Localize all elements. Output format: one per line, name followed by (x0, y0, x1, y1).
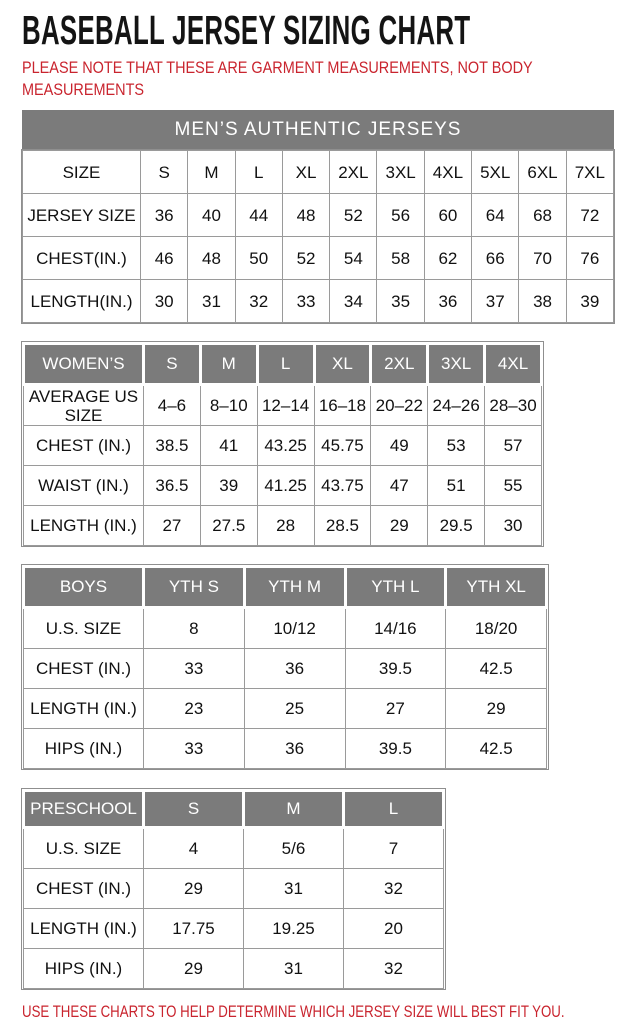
column-header: 3XL (377, 151, 424, 194)
size-value-cell: 64 (472, 194, 519, 237)
size-value-cell: 27 (144, 506, 201, 546)
size-value-cell: 40 (188, 194, 235, 237)
size-value-cell: 39.5 (345, 649, 446, 689)
table-row (23, 237, 614, 280)
size-value-cell: 36 (244, 729, 345, 769)
mens-section-header (22, 110, 614, 150)
size-value-cell: 47 (371, 466, 428, 506)
size-value-cell: 58 (377, 237, 424, 280)
size-value-cell: 45.75 (314, 426, 371, 466)
table-header-cell: M (244, 791, 344, 828)
size-value-cell: 60 (424, 194, 471, 237)
size-value-cell: 41.25 (257, 466, 314, 506)
size-value-cell: 70 (519, 237, 566, 280)
table-header-cell: 3XL (428, 344, 485, 385)
column-header: L (235, 151, 282, 194)
size-value-cell: 34 (330, 280, 377, 323)
table-row (24, 729, 547, 769)
row-label: U.S. SIZE (24, 828, 144, 869)
size-value-cell: 10/12 (244, 608, 345, 649)
column-header: 2XL (330, 151, 377, 194)
size-value-cell: 28 (257, 506, 314, 546)
size-value-cell: 46 (141, 237, 188, 280)
size-value-cell: 8–10 (200, 385, 257, 426)
column-header: 6XL (519, 151, 566, 194)
size-value-cell: 33 (282, 280, 329, 323)
row-label: CHEST(IN.) (23, 237, 141, 280)
row-label: LENGTH (IN.) (24, 689, 144, 729)
size-value-cell: 29 (144, 949, 244, 989)
size-value-cell: 37 (472, 280, 519, 323)
size-value-cell: 12–14 (257, 385, 314, 426)
row-label: CHEST (IN.) (24, 869, 144, 909)
table-header-cell: PRESCHOOL (24, 791, 144, 828)
size-value-cell: 35 (377, 280, 424, 323)
column-header-row (23, 151, 614, 194)
size-value-cell: 62 (424, 237, 471, 280)
table-header-cell: 4XL (485, 344, 542, 385)
size-value-cell: 66 (472, 237, 519, 280)
row-label: HIPS (IN.) (24, 949, 144, 989)
column-header: M (188, 151, 235, 194)
row-label: JERSEY SIZE (23, 194, 141, 237)
table-row (24, 949, 444, 989)
row-label: SIZE (23, 151, 141, 194)
size-value-cell: 25 (244, 689, 345, 729)
table-row (24, 649, 547, 689)
table-row (23, 280, 614, 323)
row-label: LENGTH(IN.) (23, 280, 141, 323)
table-header-cell: WOMEN’S (24, 344, 144, 385)
size-value-cell: 51 (428, 466, 485, 506)
size-value-cell: 31 (244, 949, 344, 989)
size-value-cell: 68 (519, 194, 566, 237)
size-value-cell: 38.5 (144, 426, 201, 466)
size-value-cell: 14/16 (345, 608, 446, 649)
table-header-cell: YTH S (144, 567, 245, 608)
boys-size-table (22, 565, 548, 769)
size-value-cell: 33 (144, 649, 245, 689)
size-value-cell: 20–22 (371, 385, 428, 426)
table-row (24, 426, 542, 466)
row-label: LENGTH (IN.) (24, 506, 144, 546)
table-header-cell: YTH M (244, 567, 345, 608)
table-row (24, 869, 444, 909)
size-value-cell: 38 (519, 280, 566, 323)
size-value-cell: 52 (282, 237, 329, 280)
size-value-cell: 5/6 (244, 828, 344, 869)
size-value-cell: 27.5 (200, 506, 257, 546)
row-label: AVERAGE US SIZE (24, 385, 144, 426)
size-value-cell: 19.25 (244, 909, 344, 949)
size-value-cell: 29.5 (428, 506, 485, 546)
size-value-cell: 7 (344, 828, 444, 869)
size-value-cell: 36 (424, 280, 471, 323)
size-value-cell: 76 (566, 237, 613, 280)
size-value-cell: 33 (144, 729, 245, 769)
table-header-cell: 2XL (371, 344, 428, 385)
table-header-cell: S (144, 344, 201, 385)
size-value-cell: 55 (485, 466, 542, 506)
preschool-size-table (22, 789, 445, 989)
size-value-cell: 52 (330, 194, 377, 237)
table-row (24, 466, 542, 506)
size-value-cell: 31 (188, 280, 235, 323)
page-title-text: BASEBALL JERSEY SIZING CHART (22, 7, 471, 53)
size-value-cell: 28–30 (485, 385, 542, 426)
size-value-cell: 50 (235, 237, 282, 280)
size-value-cell: 56 (377, 194, 424, 237)
size-value-cell: 42.5 (446, 649, 547, 689)
row-label: CHEST (IN.) (24, 649, 144, 689)
size-value-cell: 53 (428, 426, 485, 466)
table-header-cell: S (144, 791, 244, 828)
table-header-cell: XL (314, 344, 371, 385)
size-value-cell: 42.5 (446, 729, 547, 769)
size-value-cell: 32 (344, 949, 444, 989)
womens-size-table (22, 342, 543, 546)
size-value-cell: 29 (144, 869, 244, 909)
mens-section-header-text: MEN’S AUTHENTIC JERSEYS (174, 119, 462, 140)
size-value-cell: 36.5 (144, 466, 201, 506)
table-row (24, 689, 547, 729)
size-value-cell: 18/20 (446, 608, 547, 649)
column-header: 7XL (566, 151, 613, 194)
sizing-chart-page (0, 7, 633, 1022)
table-row (23, 194, 614, 237)
table-header-cell: YTH XL (446, 567, 547, 608)
row-label: WAIST (IN.) (24, 466, 144, 506)
garment-measurement-note: PLEASE NOTE THAT THESE ARE GARMENT MEASUREMENTS, NOT BODY MEASUREMENTS (22, 58, 533, 99)
table-header-cell: BOYS (24, 567, 144, 608)
page-title (22, 7, 633, 53)
size-value-cell: 32 (235, 280, 282, 323)
footer-note: USE THESE CHARTS TO HELP DETERMINE WHICH JERSEY SIZE WILL BEST FIT YOU. (22, 1002, 565, 1021)
size-value-cell: 36 (244, 649, 345, 689)
size-value-cell: 8 (144, 608, 245, 649)
size-value-cell: 36 (141, 194, 188, 237)
size-value-cell: 54 (330, 237, 377, 280)
size-value-cell: 4 (144, 828, 244, 869)
table-header-cell: M (200, 344, 257, 385)
size-value-cell: 39 (566, 280, 613, 323)
table-row (24, 385, 542, 426)
size-value-cell: 27 (345, 689, 446, 729)
size-value-cell: 48 (188, 237, 235, 280)
size-value-cell: 49 (371, 426, 428, 466)
table-row (24, 909, 444, 949)
size-value-cell: 29 (371, 506, 428, 546)
column-header: 5XL (472, 151, 519, 194)
size-value-cell: 29 (446, 689, 547, 729)
table-header-row (24, 791, 444, 828)
table-header-cell: L (257, 344, 314, 385)
row-label: LENGTH (IN.) (24, 909, 144, 949)
table-row (24, 506, 542, 546)
table-row (24, 828, 444, 869)
column-header: XL (282, 151, 329, 194)
size-value-cell: 72 (566, 194, 613, 237)
size-value-cell: 30 (485, 506, 542, 546)
size-value-cell: 23 (144, 689, 245, 729)
table-header-row (24, 567, 547, 608)
size-value-cell: 57 (485, 426, 542, 466)
table-header-row (24, 344, 542, 385)
size-value-cell: 43.25 (257, 426, 314, 466)
size-value-cell: 39 (200, 466, 257, 506)
table-row (24, 608, 547, 649)
size-value-cell: 30 (141, 280, 188, 323)
size-value-cell: 28.5 (314, 506, 371, 546)
table-header-cell: L (344, 791, 444, 828)
size-value-cell: 17.75 (144, 909, 244, 949)
row-label: HIPS (IN.) (24, 729, 144, 769)
size-value-cell: 44 (235, 194, 282, 237)
table-header-cell: YTH L (345, 567, 446, 608)
row-label: CHEST (IN.) (24, 426, 144, 466)
mens-size-table (22, 150, 614, 323)
size-value-cell: 31 (244, 869, 344, 909)
size-value-cell: 32 (344, 869, 444, 909)
size-value-cell: 20 (344, 909, 444, 949)
column-header: 4XL (424, 151, 471, 194)
size-value-cell: 16–18 (314, 385, 371, 426)
size-value-cell: 43.75 (314, 466, 371, 506)
size-value-cell: 48 (282, 194, 329, 237)
size-value-cell: 39.5 (345, 729, 446, 769)
size-value-cell: 4–6 (144, 385, 201, 426)
size-value-cell: 41 (200, 426, 257, 466)
column-header: S (141, 151, 188, 194)
size-value-cell: 24–26 (428, 385, 485, 426)
row-label: U.S. SIZE (24, 608, 144, 649)
